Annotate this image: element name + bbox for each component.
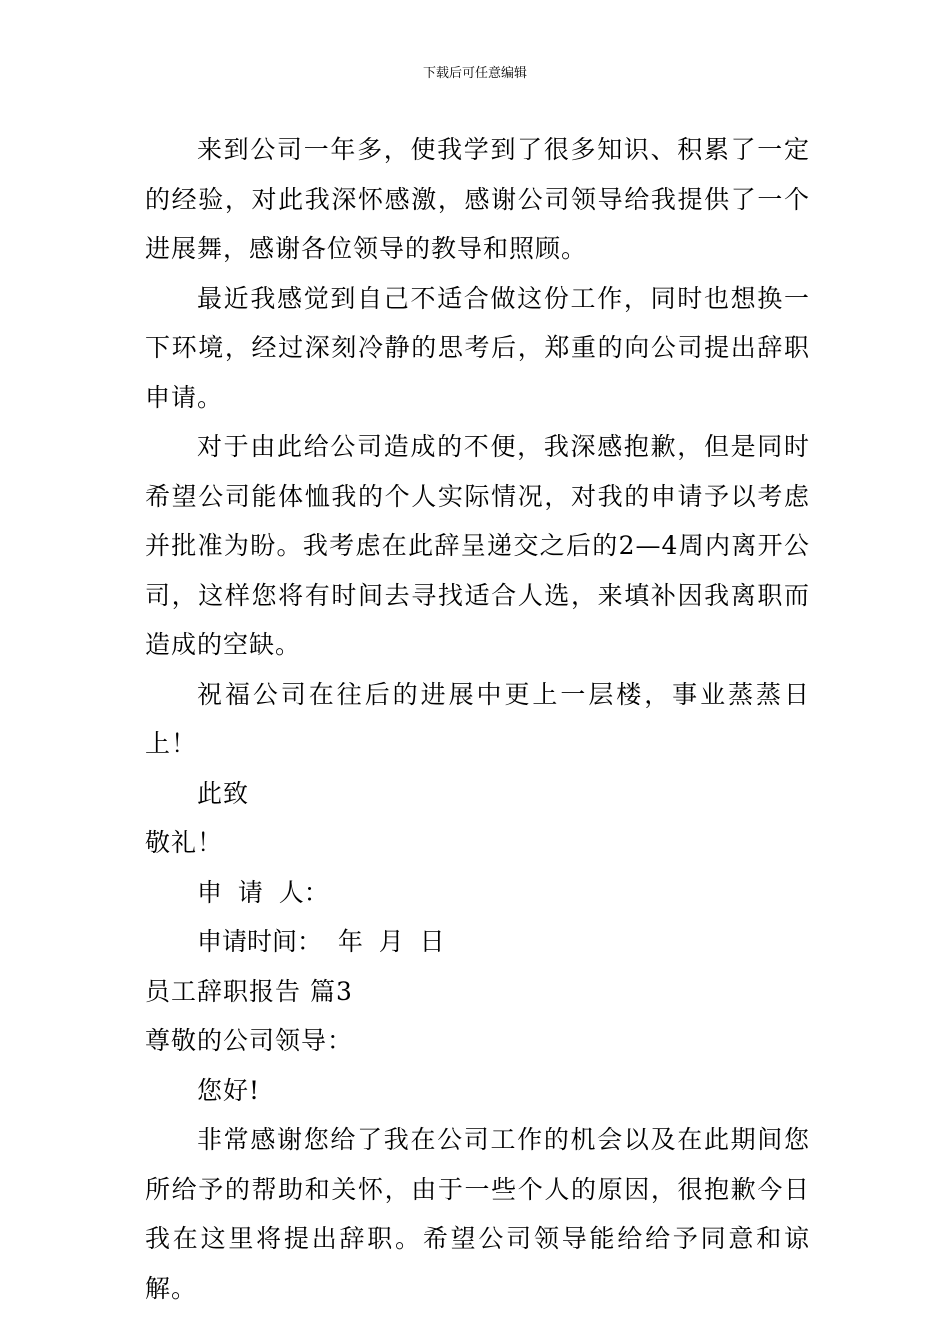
paragraph-wishes: 祝福公司在往后的进展中更上一层楼，事业蒸蒸日上！ bbox=[145, 679, 810, 758]
greeting: 您好! bbox=[197, 1075, 261, 1105]
closing-line-1: 此致 bbox=[197, 778, 250, 808]
closing-line-2: 敬礼！ bbox=[145, 828, 224, 857]
paragraph-gratitude: 来到公司一年多，使我学到了很多知识、积累了一定的经验，对此我深怀感激，感谢公司领导给我提供了一个进展舞，感谢各位领导的教导和照顾。 bbox=[145, 135, 810, 263]
paragraph-apology: 对于由此给公司造成的不便，我深感抱歉，但是同时希望公司能体恤我的个人实际情况，对我的申请予以考虑并批准为盼。我考虑在此辞呈递交之后的2—4周内离开公司，这样您将有时间去寻找适合人选，来填补因我离职而造成的空缺。 bbox=[145, 432, 810, 659]
date-line: 申请时间： 年 月 日 bbox=[197, 927, 445, 956]
document-body bbox=[145, 125, 810, 1313]
paragraph-thanks: 非常感谢您给了我在公司工作的机会以及在此期间您所给予的帮助和关怀，由于一些个人的原因，很抱歉今日我在这里将提出辞职。希望公司领导能给给予同意和谅解。 bbox=[145, 1125, 810, 1303]
page-header: 下载后可任意编辑 bbox=[422, 66, 527, 81]
paragraph-reason: 最近我感觉到自己不适合做这份工作，同时也想换一下环境，经过深刻冷静的思考后，郑重的向公司提出辞职申请。 bbox=[145, 283, 810, 412]
salutation: 尊敬的公司领导： bbox=[145, 1026, 354, 1055]
applicant-line: 申 请 人： bbox=[197, 877, 329, 907]
section-title: 员工辞职报告 篇3 bbox=[145, 976, 353, 1006]
